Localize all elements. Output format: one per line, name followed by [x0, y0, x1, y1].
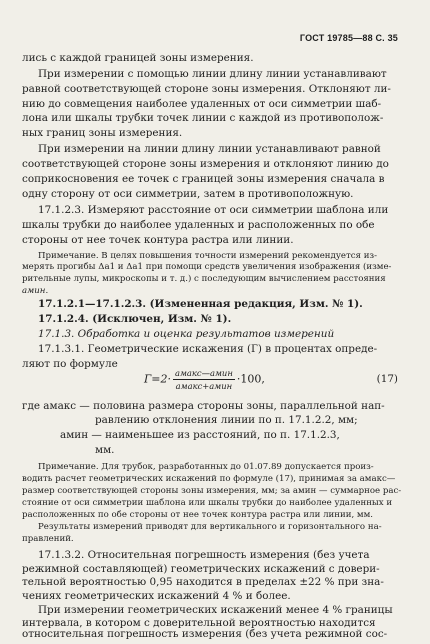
text-line: режимной составляющей) геометрических искажений с довери- [22, 562, 380, 575]
note-line: водить расчет геометрических искажений по формуле (17), принимая за aмакс— [22, 474, 396, 485]
note-line: Примечание. Для трубок, разработанных до 01.07.89 допускается произ- [38, 462, 374, 473]
formula-denominator: aмакс+aмин [175, 380, 233, 391]
amendment-line: 17.1.2.4. (Исключен, Изм. № 1). [38, 313, 232, 326]
text-line: 17.1.2.3. Измеряют расстояние от оси симметрии шаблона или [38, 203, 389, 216]
text-line: 17.1.3.2. Относительная погрешность измерения (без учета [38, 548, 370, 561]
text-line: интервала, в котором с доверительной вероятностью находится [22, 617, 376, 630]
formula-rhs: ·100, [236, 372, 265, 386]
text-line: относительная погрешность измерения (без учета режимной сос- [22, 628, 388, 641]
formula-17 [144, 368, 265, 391]
text-line: лона или шкалы трубки точек линии с каждой из противополож- [22, 112, 384, 125]
text-line: шкалы трубки до наиболее удаленных и расположенных по обе [22, 218, 375, 231]
note-line: Результаты измерений приводят для вертикального и горизонтального на- [38, 521, 382, 532]
text-line: где aмакс — половина размера стороны зоны, параллельной нап- [22, 399, 385, 412]
page-header: ГОСТ 19785—88 С. 35 [299, 33, 398, 43]
text-line: равлению отклонения линии по п. 17.1.2.2, мм; [95, 414, 358, 427]
formula-numerator: aмакс—aмин [175, 367, 233, 378]
text-line: чениях геометрических искажений 4 % и более. [22, 590, 291, 603]
text-line: При измерении с помощью линии длину линии устанавливают [38, 67, 387, 80]
text-line: соответствующей стороне зоны измерения и отклоняют линию до [22, 158, 389, 171]
text-line: одну сторону от оси симметрии, затем в противоположную. [22, 187, 354, 200]
text-line: нию до совмещения наиболее удаленных от оси симметрии шаб- [22, 97, 382, 110]
text-line: При измерении на линии длину линии устанавливают равной [38, 143, 381, 156]
text-line: ных границ зоны измерения. [22, 127, 183, 140]
text-line: 17.1.3.1. Геометрические искажения (Г) в процентах опреде- [38, 342, 378, 355]
subsection-heading: 17.1.3. Обработка и оценка результатов измерений [38, 328, 335, 341]
note-line: правлений. [22, 533, 74, 544]
note-line: стояние от оси симметрии шаблона или шкалы трубки до наиболее удаленных и [22, 497, 393, 508]
note-line: расположенных по обе стороны от нее точек контура растра или линии, мм. [22, 509, 374, 520]
amendment-line: 17.1.2.1—17.1.2.3. (Измененная редакция, Изм. № 1). [38, 298, 363, 311]
note-line: Примечание. В целях повышения точности измерений рекомендуется из- [38, 250, 378, 261]
text-line: При измерении геометрических искажений менее 4 % границы [38, 604, 393, 617]
note-line: мерять прогибы Δa1 и Δa1 при помощи средств увеличения изображения (изме- [22, 262, 392, 273]
text-line: ляют по формуле [22, 357, 118, 370]
text-line: стороны от нее точек контура растра или линии. [22, 233, 294, 246]
text-line: равной соответствующей стороне зоны измерения. Отклоняют ли- [22, 82, 391, 95]
equation-number: (17) [376, 372, 398, 385]
text-line: aмин — наименьшее из расстояний, по п. 17.1.2.3, [60, 429, 340, 442]
text-line: мм. [95, 444, 115, 457]
text-line: лись с каждой границей зоны измерения. [22, 51, 254, 64]
text-line: тельной вероятностью 0,95 находится в пределах ±22 % при зна- [22, 576, 384, 589]
note-line: aмин. [22, 286, 49, 297]
note-line: рительные лупы, микроскопы и т. д.) с последующим вычислением расстояния [22, 274, 386, 285]
formula-lhs: Г=2· [144, 372, 171, 386]
formula-fraction [173, 368, 235, 391]
text-line: соприкосновения ее точек с границей зоны измерения сначала в [22, 173, 385, 186]
note-line: размер соответствующей стороны зоны измерения, мм; за aмин — суммарное рас- [22, 486, 402, 496]
